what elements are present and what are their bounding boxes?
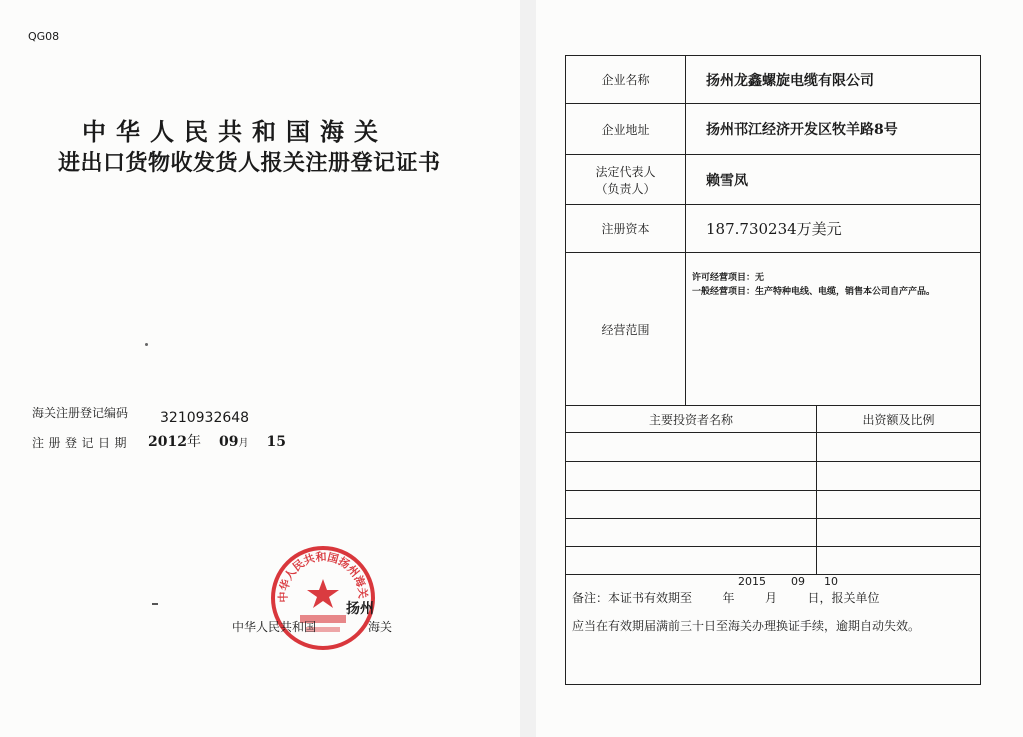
investor-row	[566, 491, 981, 519]
issuer-city: 扬州	[346, 601, 374, 617]
scope-general: 一般经营项目：生产特种电线、电缆，销售本公司自产产品。	[692, 287, 936, 297]
paper-speck	[145, 343, 148, 346]
table-row-address	[566, 104, 981, 155]
expiry-year: 2015	[738, 575, 766, 588]
investor-name-cell	[566, 433, 817, 462]
scope-label: 经营范围	[566, 253, 686, 406]
certificate-title-line1: 中华人民共和国海关	[82, 117, 388, 146]
certificate-title-line2: 进出口货物收发货人报关注册登记证书	[58, 150, 441, 176]
registration-month-unit: 月	[238, 438, 249, 449]
investor-name-cell	[566, 519, 817, 547]
seal-text: 中华人民共和国扬州海关	[276, 550, 370, 603]
paper-speck	[152, 603, 158, 605]
investment-share-cell	[817, 547, 981, 575]
investment-share-cell	[817, 433, 981, 462]
table-row-legal-rep	[566, 155, 981, 205]
legal-rep-label	[566, 155, 686, 205]
table-row-capital	[566, 205, 981, 253]
table-row-note	[566, 575, 981, 685]
registration-year-unit: 年	[186, 434, 201, 450]
note-line1: 备注：本证书有效期至 年 月 日，报关单位	[572, 591, 880, 605]
form-code: QG08	[28, 30, 60, 43]
registration-code-label: 海关注册登记编码	[32, 406, 129, 420]
investor-row	[566, 462, 981, 491]
investor-row	[566, 519, 981, 547]
registration-day: 15	[266, 434, 286, 450]
table-row-company-name	[566, 56, 981, 104]
expiry-month: 09	[791, 575, 805, 588]
note-line2: 应当在有效期届满前三十日至海关办理换证手续，逾期自动失效。	[572, 619, 921, 633]
company-info-table	[565, 55, 981, 685]
investor-row	[566, 433, 981, 462]
registration-date	[148, 431, 286, 451]
investor-row	[566, 547, 981, 575]
capital-value: 187.730234万美元	[686, 205, 981, 253]
address-label: 企业地址	[566, 104, 686, 155]
address-value: 扬州邗江经济开发区牧羊路8号	[686, 104, 981, 155]
investor-name-cell	[566, 462, 817, 491]
investor-name-cell	[566, 491, 817, 519]
scope-licensed: 许可经营项目：无	[692, 273, 765, 283]
investor-header-row	[566, 406, 981, 433]
investor-name-header: 主要投资者名称	[566, 406, 817, 433]
capital-label: 注册资本	[566, 205, 686, 253]
investment-share-cell	[817, 491, 981, 519]
page-gutter	[520, 0, 536, 737]
issuer-name-left: 中华人民共和国	[232, 620, 317, 634]
registration-date-label: 注册登记日期	[32, 436, 132, 450]
table-row-scope	[566, 253, 981, 406]
legal-rep-label-line2: （负责人）	[595, 181, 656, 196]
expiry-day: 10	[824, 575, 838, 588]
registration-year: 2012	[148, 434, 187, 450]
scope-value	[686, 253, 981, 406]
legal-rep-label-line1: 法定代表人	[595, 164, 656, 179]
note-cell	[566, 575, 981, 685]
company-name-value: 扬州龙鑫螺旋电缆有限公司	[686, 56, 981, 104]
registration-code-value: 3210932648	[160, 410, 250, 426]
investor-name-cell	[566, 547, 817, 575]
legal-rep-value: 赖雪凤	[686, 155, 981, 205]
company-name-label: 企业名称	[566, 56, 686, 104]
investment-share-header: 出资额及比例	[817, 406, 981, 433]
registration-month: 09	[218, 434, 239, 450]
investment-share-cell	[817, 519, 981, 547]
investment-share-cell	[817, 462, 981, 491]
issuer-name-right: 海关	[368, 620, 393, 634]
